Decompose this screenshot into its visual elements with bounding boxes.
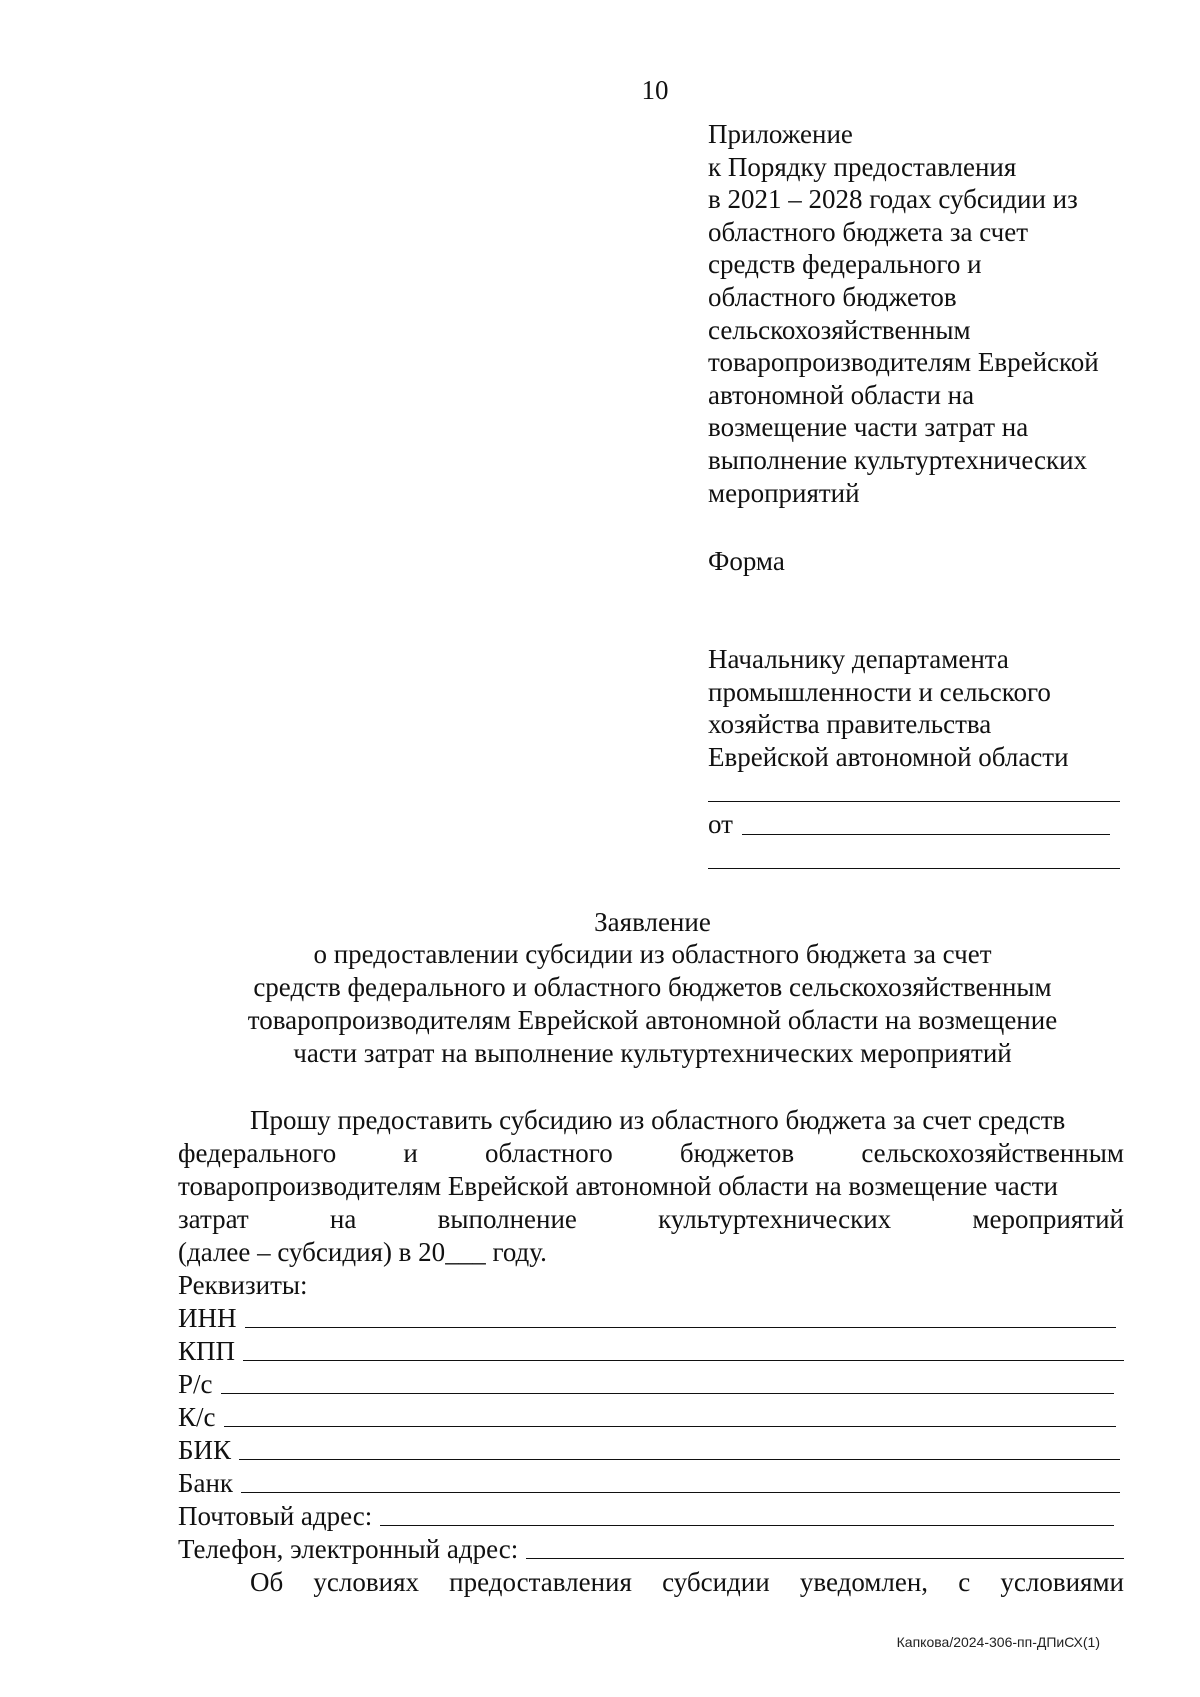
bik-blank-line[interactable] [239,1459,1120,1460]
field-label: КПП [178,1336,236,1366]
field-row-kpp [178,1335,1124,1367]
body-line: Прошу предоставить субсидию из областного бюджета за счет средств [250,1105,1066,1135]
postal-address-blank-line[interactable] [380,1525,1114,1526]
field-row-inn [178,1302,1116,1334]
field-label: Почтовый адрес: [178,1501,373,1531]
appendix-line: автономной области на [708,379,975,410]
closing-word: с [958,1567,971,1597]
appendix-line: областного бюджета за счет [708,216,1029,247]
appendix-line: областного бюджетов [708,281,957,312]
statement-subtitle-line: средств федерального и областного бюджетов сельскохозяйственным [253,972,1052,1002]
field-label: БИК [178,1435,232,1465]
body-word: сельскохозяйственным [861,1138,1124,1168]
field-label: ИНН [178,1303,237,1333]
addressee-blank-line-2[interactable] [708,868,1120,869]
closing-word: предоставления [449,1567,632,1597]
field-row-rs [178,1368,1114,1400]
form-label: Форма [708,546,785,576]
body-line-justified [178,1203,1124,1235]
field-label: К/с [178,1402,216,1432]
body-word: областного [485,1138,613,1168]
field-row-postal-address [178,1500,1114,1532]
footer-document-code: Капкова/2024-306-пп-ДПиСХ(1) [896,1634,1100,1650]
statement-subtitle-line: части затрат на выполнение культуртехнических мероприятий [293,1038,1012,1068]
field-label: Р/с [178,1369,213,1399]
body-word: затрат [178,1204,249,1234]
rs-blank-line[interactable] [221,1393,1114,1394]
appendix-line: возмещение части затрат на [708,412,1029,443]
from-label: от [708,809,733,839]
field-label: Телефон, электронный адрес: [178,1534,519,1564]
field-row-bik [178,1434,1120,1466]
kpp-blank-line[interactable] [243,1360,1124,1361]
bank-blank-line[interactable] [241,1492,1120,1493]
appendix-line: средств федерального и [708,249,982,280]
body-word: культуртехнических [658,1204,892,1234]
body-word: федерального [178,1138,337,1168]
body-word: бюджетов [679,1138,795,1168]
from-blank-line[interactable] [742,834,1110,835]
body-word: выполнение [437,1204,577,1234]
phone-email-blank-line[interactable] [526,1558,1124,1559]
closing-word: субсидии [662,1567,770,1597]
closing-word: уведомлен, [799,1567,929,1597]
body-word: на [329,1204,357,1234]
addressee-blank-line[interactable] [708,801,1120,802]
appendix-line: сельскохозяйственным [708,314,971,345]
statement-subtitle-line: о предоставлении субсидии из областного бюджета за счет [313,939,992,969]
year-suffix: году. [485,1237,547,1267]
appendix-line: товаропроизводителям Еврейской [708,347,1099,378]
statement-subtitle-line: товаропроизводителям Еврейской автономной области на возмещение [247,1005,1058,1035]
page-number: 10 [641,75,669,105]
statement-title: Заявление [594,907,711,937]
closing-line-justified [250,1566,1124,1598]
body-word: и [403,1138,418,1168]
body-line: товаропроизводителям Еврейской автономной области на возмещение части [178,1171,1058,1201]
appendix-block [708,118,1099,509]
closing-word: условиях [313,1567,419,1597]
field-row-phone-email [178,1533,1124,1565]
year-blank[interactable]: ___ [445,1237,486,1267]
appendix-line: Приложение [708,119,853,149]
addressee-line: Начальнику департамента [708,644,1009,674]
closing-word: условиями [1000,1567,1124,1597]
closing-word: Об [250,1567,284,1597]
appendix-line: выполнение культуртехнических [708,444,1088,475]
addressee-line: Еврейской автономной области [708,741,1069,772]
addressee-block [708,643,1069,773]
body-line-justified [178,1137,1124,1169]
addressee-line: промышленности и сельского [708,676,1051,707]
ks-blank-line[interactable] [224,1426,1117,1427]
field-row-ks [178,1401,1116,1433]
field-label: Банк [178,1468,234,1498]
body-word: мероприятий [972,1204,1124,1234]
addressee-line: хозяйства правительства [708,709,992,740]
appendix-line: к Порядку предоставления [708,151,1017,182]
appendix-line: мероприятий [708,477,860,508]
field-row-bank [178,1467,1120,1499]
inn-blank-line[interactable] [245,1327,1117,1328]
appendix-line: в 2021 – 2028 годах субсидии из [708,184,1078,215]
year-prefix: (далее – субсидия) в 20 [178,1237,446,1267]
body-line-year [178,1236,547,1268]
requisites-label: Реквизиты: [178,1270,308,1300]
